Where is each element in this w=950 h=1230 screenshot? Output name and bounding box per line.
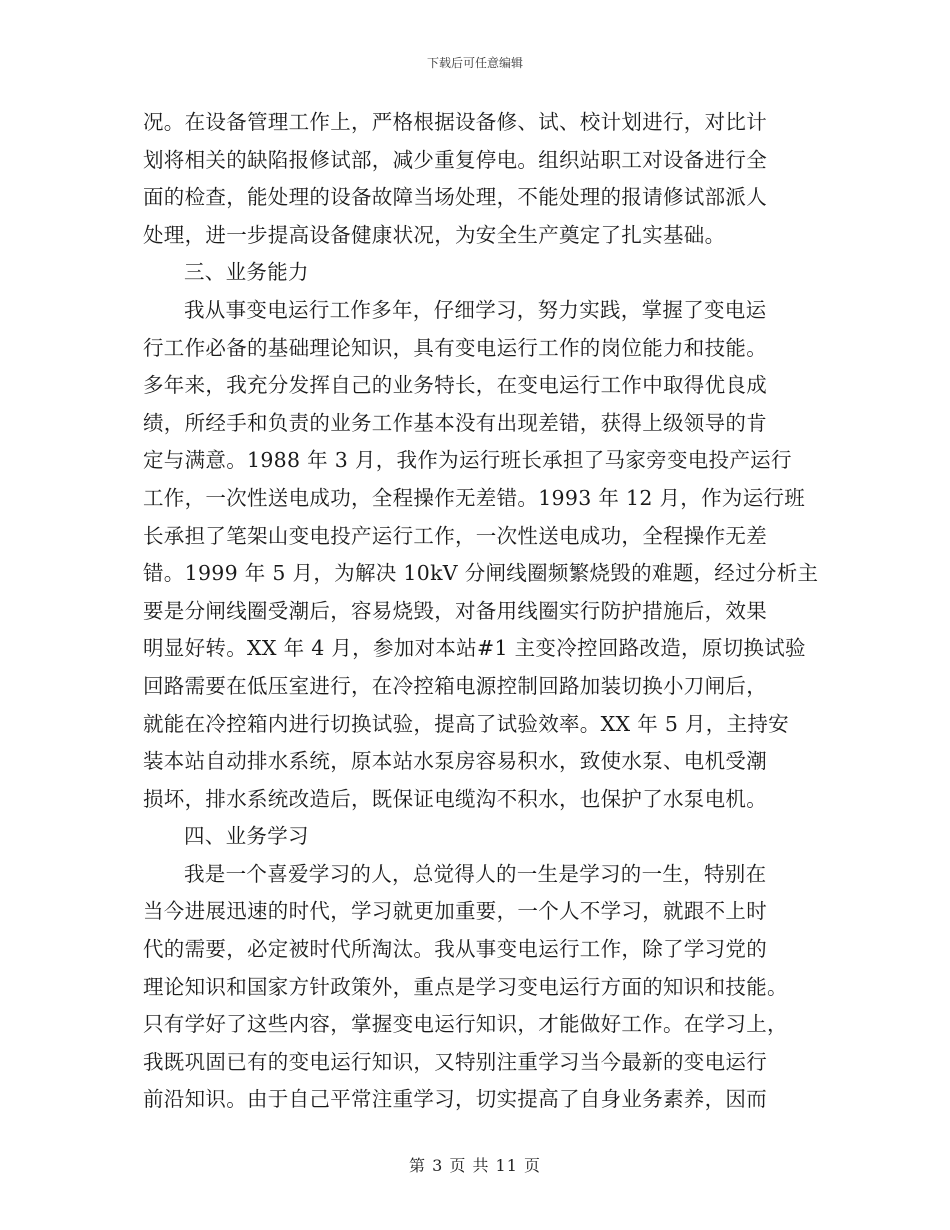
section-heading: 三、业务能力 [184,260,309,285]
text-line: 面的检查，能处理的设备故障当场处理，不能处理的报请修试部派人 [143,185,767,210]
text-line: 我是一个喜爱学习的人，总觉得人的一生是学习的一生，特别在 [184,861,767,886]
text-line: 当今进展迅速的时代，学习就更加重要，一个人不学习，就跟不上时 [143,899,767,924]
text-line: 划将相关的缺陷报修试部，减少重复停电。组织站职工对设备进行全 [143,147,767,172]
text-line: 处理，进一步提高设备健康状况，为安全生产奠定了扎实基础。 [143,222,726,247]
text-line: 况。在设备管理工作上，严格根据设备修、试、校计划进行，对比计 [143,110,767,134]
text-line: 多年来，我充分发挥自己的业务特长，在变电运行工作中取得优良成 [143,373,767,398]
text-line: 工作，一次性送电成功，全程操作无差错。1993 年 12 月，作为运行班 [143,485,806,510]
text-line: 代的需要，必定被时代所淘汰。我从事变电运行工作，除了学习党的 [143,937,767,962]
text-line: 长承担了笔架山变电投产运行工作，一次性送电成功，全程操作无差 [143,523,767,548]
text-line: 我既巩固已有的变电运行知识，又特别注重学习当今最新的变电运行 [143,1049,767,1074]
text-line: 就能在冷控箱内进行切换试验，提高了试验效率。XX 年 5 月，主持安 [143,711,789,736]
page-header: 下载后可任意编辑 [426,56,523,70]
text-line: 行工作必备的基础理论知识，具有变电运行工作的岗位能力和技能。 [143,335,767,360]
text-line: 只有学好了这些内容，掌握变电运行知识，才能做好工作。在学习上， [143,1012,788,1037]
page-footer: 第 3 页 共 11 页 [409,1156,541,1175]
text-line: 绩，所经手和负责的业务工作基本没有出现差错，获得上级领导的肯 [143,410,767,435]
text-line: 损坏，排水系统改造后，既保证电缆沟不积水，也保护了水泵电机。 [143,786,767,811]
text-line: 回路需要在低压室进行，在冷控箱电源控制回路加装切换小刀闸后， [143,673,767,698]
text-line: 明显好转。XX 年 4 月，参加对本站#1 主变冷控回路改造，原切换试验 [143,636,806,661]
section-heading: 四、业务学习 [184,824,309,849]
text-line: 错。1999 年 5 月，为解决 10kV 分闸线圈频繁烧毁的难题，经过分析主 [143,561,819,586]
text-line: 要是分闸线圈受潮后，容易烧毁，对备用线圈实行防护措施后，效果 [143,598,767,623]
document-body [143,104,819,1119]
text-line: 前沿知识。由于自己平常注重学习，切实提高了自身业务素养，因而 [143,1087,767,1112]
text-line: 理论知识和国家方针政策外，重点是学习变电运行方面的知识和技能。 [143,974,788,999]
text-line: 定与满意。1988 年 3 月，我作为运行班长承担了马家旁变电投产运行 [143,448,792,473]
text-line: 我从事变电运行工作多年，仔细学习，努力实践，掌握了变电运 [184,297,767,322]
text-line: 装本站自动排水系统，原本站水泵房容易积水，致使水泵、电机受潮 [143,749,767,774]
